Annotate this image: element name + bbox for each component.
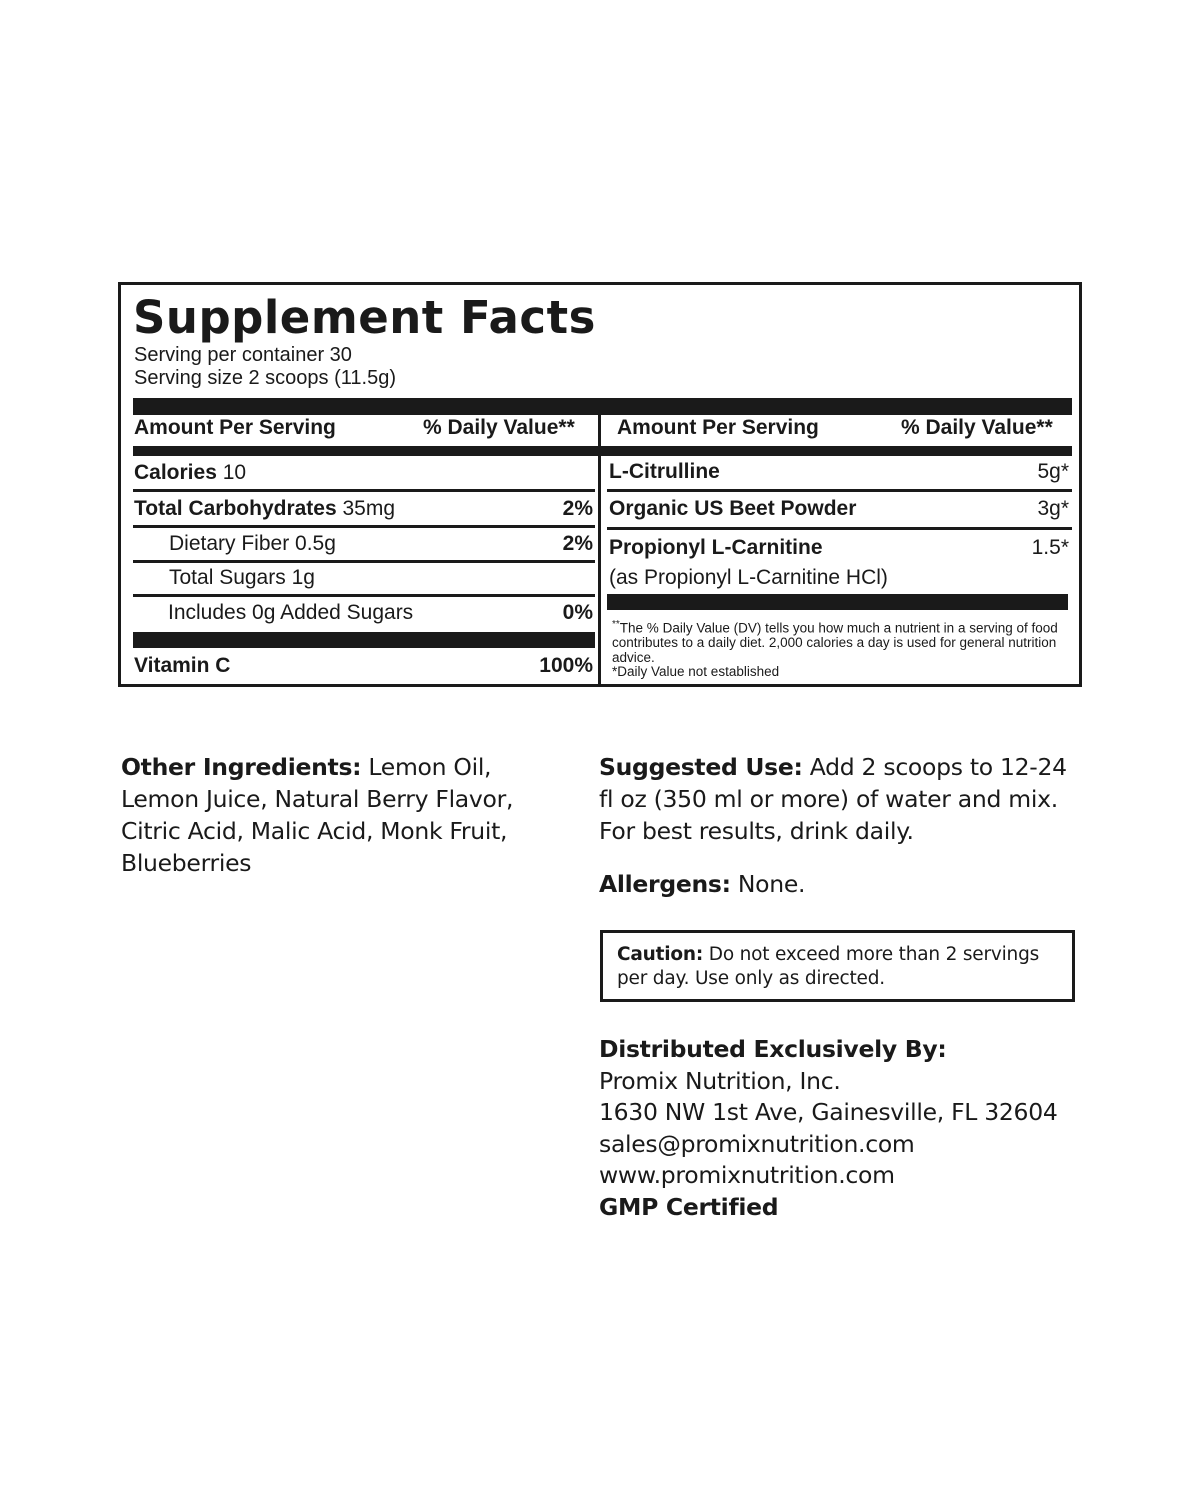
- footnote-bar: [607, 594, 1068, 610]
- ingredient-row-l-citrulline: [609, 459, 1069, 485]
- nutrient-dv: 0%: [562, 601, 593, 624]
- nutrient-row-vitamin-c: [134, 653, 593, 679]
- distributor-company: Promix Nutrition, Inc.: [599, 1066, 841, 1095]
- caution-text-block: [617, 943, 1057, 991]
- distributor-label: Distributed Exclusively By:: [599, 1035, 947, 1063]
- ingredient-amount: 1.5*: [1031, 536, 1069, 559]
- header-bottom-bar: [133, 446, 1072, 456]
- row-divider: [133, 560, 595, 563]
- nutrient-name: Dietary Fiber: [169, 532, 290, 555]
- distributor-website: www.promixnutrition.com: [599, 1161, 895, 1190]
- nutrient-amount: 10: [222, 461, 247, 484]
- other-ingredients-label: Other Ingredients:: [121, 753, 362, 781]
- nutrient-name: Vitamin C: [134, 654, 231, 677]
- ingredient-amount: 3g*: [1037, 497, 1069, 520]
- allergens-text: None.: [737, 870, 806, 898]
- nutrient-dv: 2%: [562, 497, 593, 520]
- row-divider: [133, 489, 595, 492]
- ingredient-sub: (as Propionyl L-Carnitine HCl): [609, 566, 888, 589]
- ingredient-name: Propionyl L-Carnitine: [609, 536, 823, 559]
- other-ingredients: [121, 751, 571, 879]
- nutrient-row-added-sugars: [168, 600, 593, 626]
- nutrient-name: Total Sugars: [169, 566, 286, 589]
- footnote-star: *Daily Value not established: [612, 664, 780, 679]
- row-divider: [607, 489, 1072, 492]
- serving-size: Serving size 2 scoops (11.5g): [134, 367, 396, 389]
- footnote-marker: **: [612, 619, 620, 630]
- distributor-block: [599, 1034, 1159, 1224]
- nutrient-row-dietary-fiber: [169, 531, 593, 557]
- distributor-address: 1630 NW 1st Ave, Gainesville, FL 32604: [599, 1098, 1058, 1127]
- ingredient-row-propionyl-l-carnitine: [609, 535, 1069, 561]
- suggested-use: [599, 751, 1074, 847]
- nutrient-name: Calories: [134, 461, 217, 484]
- footnotes: [612, 618, 1077, 680]
- nutrient-row-calories: [134, 460, 593, 486]
- left-dv-header: % Daily Value**: [423, 416, 575, 439]
- header-top-bar: [133, 398, 1072, 415]
- right-dv-header: % Daily Value**: [901, 416, 1053, 439]
- suggested-use-text: Add 2 scoops to 12-24 fl oz (350 ml or more) of water and mix. For best results, drink daily.: [599, 753, 1067, 845]
- distributor-email: sales@promixnutrition.com: [599, 1129, 915, 1158]
- row-divider: [133, 594, 595, 597]
- ingredient-name: Organic US Beet Powder: [609, 497, 857, 520]
- column-divider: [598, 402, 601, 684]
- caution-box: [600, 930, 1075, 1002]
- vitamin-bar: [133, 632, 595, 648]
- ingredient-subtext: [609, 565, 1069, 591]
- nutrient-dv: 100%: [539, 654, 593, 677]
- caution-text: Do not exceed more than 2 servings per day. Use only as directed.: [617, 944, 1040, 989]
- nutrient-row-total-sugars: [169, 565, 593, 591]
- nutrient-amount: 1g: [291, 566, 315, 589]
- nutrient-dv: 2%: [562, 532, 593, 555]
- left-amount-header: Amount Per Serving: [134, 416, 336, 439]
- right-amount-header: Amount Per Serving: [617, 416, 819, 439]
- other-ingredients-text: Lemon Oil, Lemon Juice, Natural Berry Flavor, Citric Acid, Malic Acid, Monk Fruit, Blueberries: [121, 753, 514, 877]
- suggested-use-label: Suggested Use:: [599, 753, 803, 781]
- nutrient-amount: 0.5g: [295, 532, 336, 555]
- ingredient-row-beet-powder: [609, 496, 1069, 522]
- allergens: [599, 868, 1074, 900]
- caution-label: Caution:: [617, 944, 704, 965]
- gmp-certification: GMP Certified: [599, 1192, 779, 1221]
- facts-title: Supplement Facts: [133, 291, 596, 344]
- servings-per-container: Serving per container 30: [134, 344, 352, 366]
- ingredient-amount: 5g*: [1037, 460, 1069, 483]
- nutrient-row-total-carbohydrates: [134, 496, 593, 522]
- nutrient-amount: 35mg: [342, 497, 396, 520]
- supplement-facts-panel: [118, 282, 1082, 687]
- allergens-label: Allergens:: [599, 870, 731, 898]
- row-divider: [133, 525, 595, 528]
- ingredient-name: L-Citrulline: [609, 460, 720, 483]
- footnote-dv: **The % Daily Value (DV) tells you how much a nutrient in a serving of food contributes to a daily diet. 2,000 calories a day is used for general nutrition advice.: [612, 619, 1058, 665]
- row-divider: [607, 527, 1072, 530]
- nutrient-name: Includes 0g Added Sugars: [168, 601, 414, 624]
- nutrient-name: Total Carbohydrates: [134, 497, 337, 520]
